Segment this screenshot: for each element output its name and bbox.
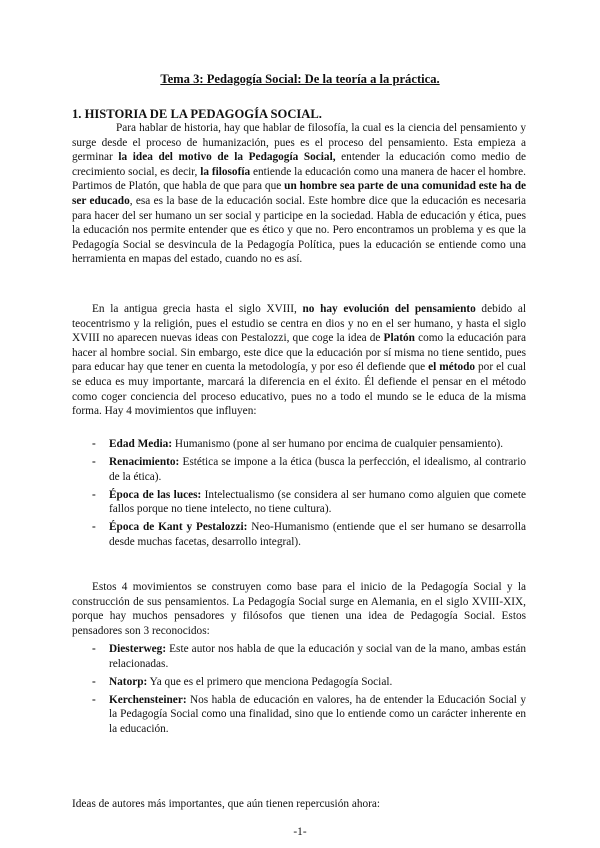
thinkers-list bbox=[92, 642, 526, 740]
list-item: - Diesterweg: Este autor nos habla de que la educación y social van de la mano, ambas están relacionadas. bbox=[92, 642, 526, 671]
list-item: - Época de Kant y Pestalozzi: Neo-Humanismo (entiende que el ser humano se desarrolla desde muchas facetas, desarrollo integral). bbox=[92, 520, 526, 549]
list-item: - Edad Media: Humanismo (pone al ser humano por encima de cualquier pensamiento). bbox=[92, 437, 526, 452]
movements-list bbox=[92, 437, 526, 553]
list-item: - Kerchensteiner: Nos habla de educación en valores, ha de entender la Educación Social y la Pedagogía Social como una finalidad, sino que lo entiende como un carácter inherente en la educación. bbox=[92, 693, 526, 737]
document-title: Tema 3: Pedagogía Social: De la teoría a la práctica. bbox=[160, 72, 440, 86]
list-item: - Época de las luces: Intelectualismo (se considera al ser humano como alguien que comete fallos porque no tiene intelecto, no tiene cultura). bbox=[92, 488, 526, 517]
paragraph-history-intro: Para hablar de historia, hay que hablar de filosofía, la cual es la ciencia del pensamiento y surge desde el proceso de humanización, pues es el proceso del pensamiento. Esta empieza a germinar la idea del motivo de la Pedagogía Social, entender la educación como medio de crecimiento social, es decir, la filosofía entiende la educación como una manera de hacer el hombre. Partimos de Platón, que habla de que para que un hombre sea parte de una comunidad este ha de ser educado, esa es la base de la educación social. Este hombre dice que la educación es necesaria para hacer del ser humano un ser social y participe en la sociedad. Habla de educación y ética, pues la educación nos permite entender que es ético y que no. Pero encontramos un problema y es que la Pedagogía Social se desvincula de la Pedagogía Política, pues la educación se entiende como una herramienta en mapas del estado, cuando no es así. bbox=[72, 122, 526, 266]
page-number: -1- bbox=[293, 826, 307, 838]
list-item: - Natorp: Ya que es el primero que menciona Pedagogía Social. bbox=[92, 675, 526, 690]
paragraph-ideas: Ideas de autores más importantes, que aún tienen repercusión ahora: bbox=[72, 798, 381, 810]
list-item: - Renacimiento: Estética se impone a la ética (busca la perfección, el idealismo, al contrario de la ética). bbox=[92, 455, 526, 484]
paragraph-thinkers-intro: Estos 4 movimientos se construyen como base para el inicio de la Pedagogía Social y la construcción de sus pensamientos. La Pedagogía Social surge en Alemania, en el siglo XVIII-XIX, porque hay muchos pensadores y filósofos que tienen una idea de Pedagogía Social. Estos pensadores son 3 reconocidos: bbox=[72, 581, 526, 637]
paragraph-greece-pestalozzi: En la antigua grecia hasta el siglo XVIII, no hay evolución del pensamiento debido al teocentrismo y la religión, pues el estudio se centra en dios y no en el ser humano, y hasta el siglo XVIII no aparecen nuevas ideas con Pestalozzi, que coge la idea de Platón como la educación para hacer al hombre social. Sin embargo, este dice que la educación por sí misma no tiene sentido, pues para educar hay que tener en cuenta la metodología, y por eso él defiende que el método por el cual se educa es muy importante, marcará la diferencia en el éxito. Él defiende el pensar en el método como coger conciencia del proceso educativo, pues no a todo el mundo se le educa de la misma forma. Hay 4 movimientos que influyen: bbox=[72, 303, 527, 418]
section-heading: 1. HISTORIA DE LA PEDAGOGÍA SOCIAL. bbox=[72, 107, 322, 121]
